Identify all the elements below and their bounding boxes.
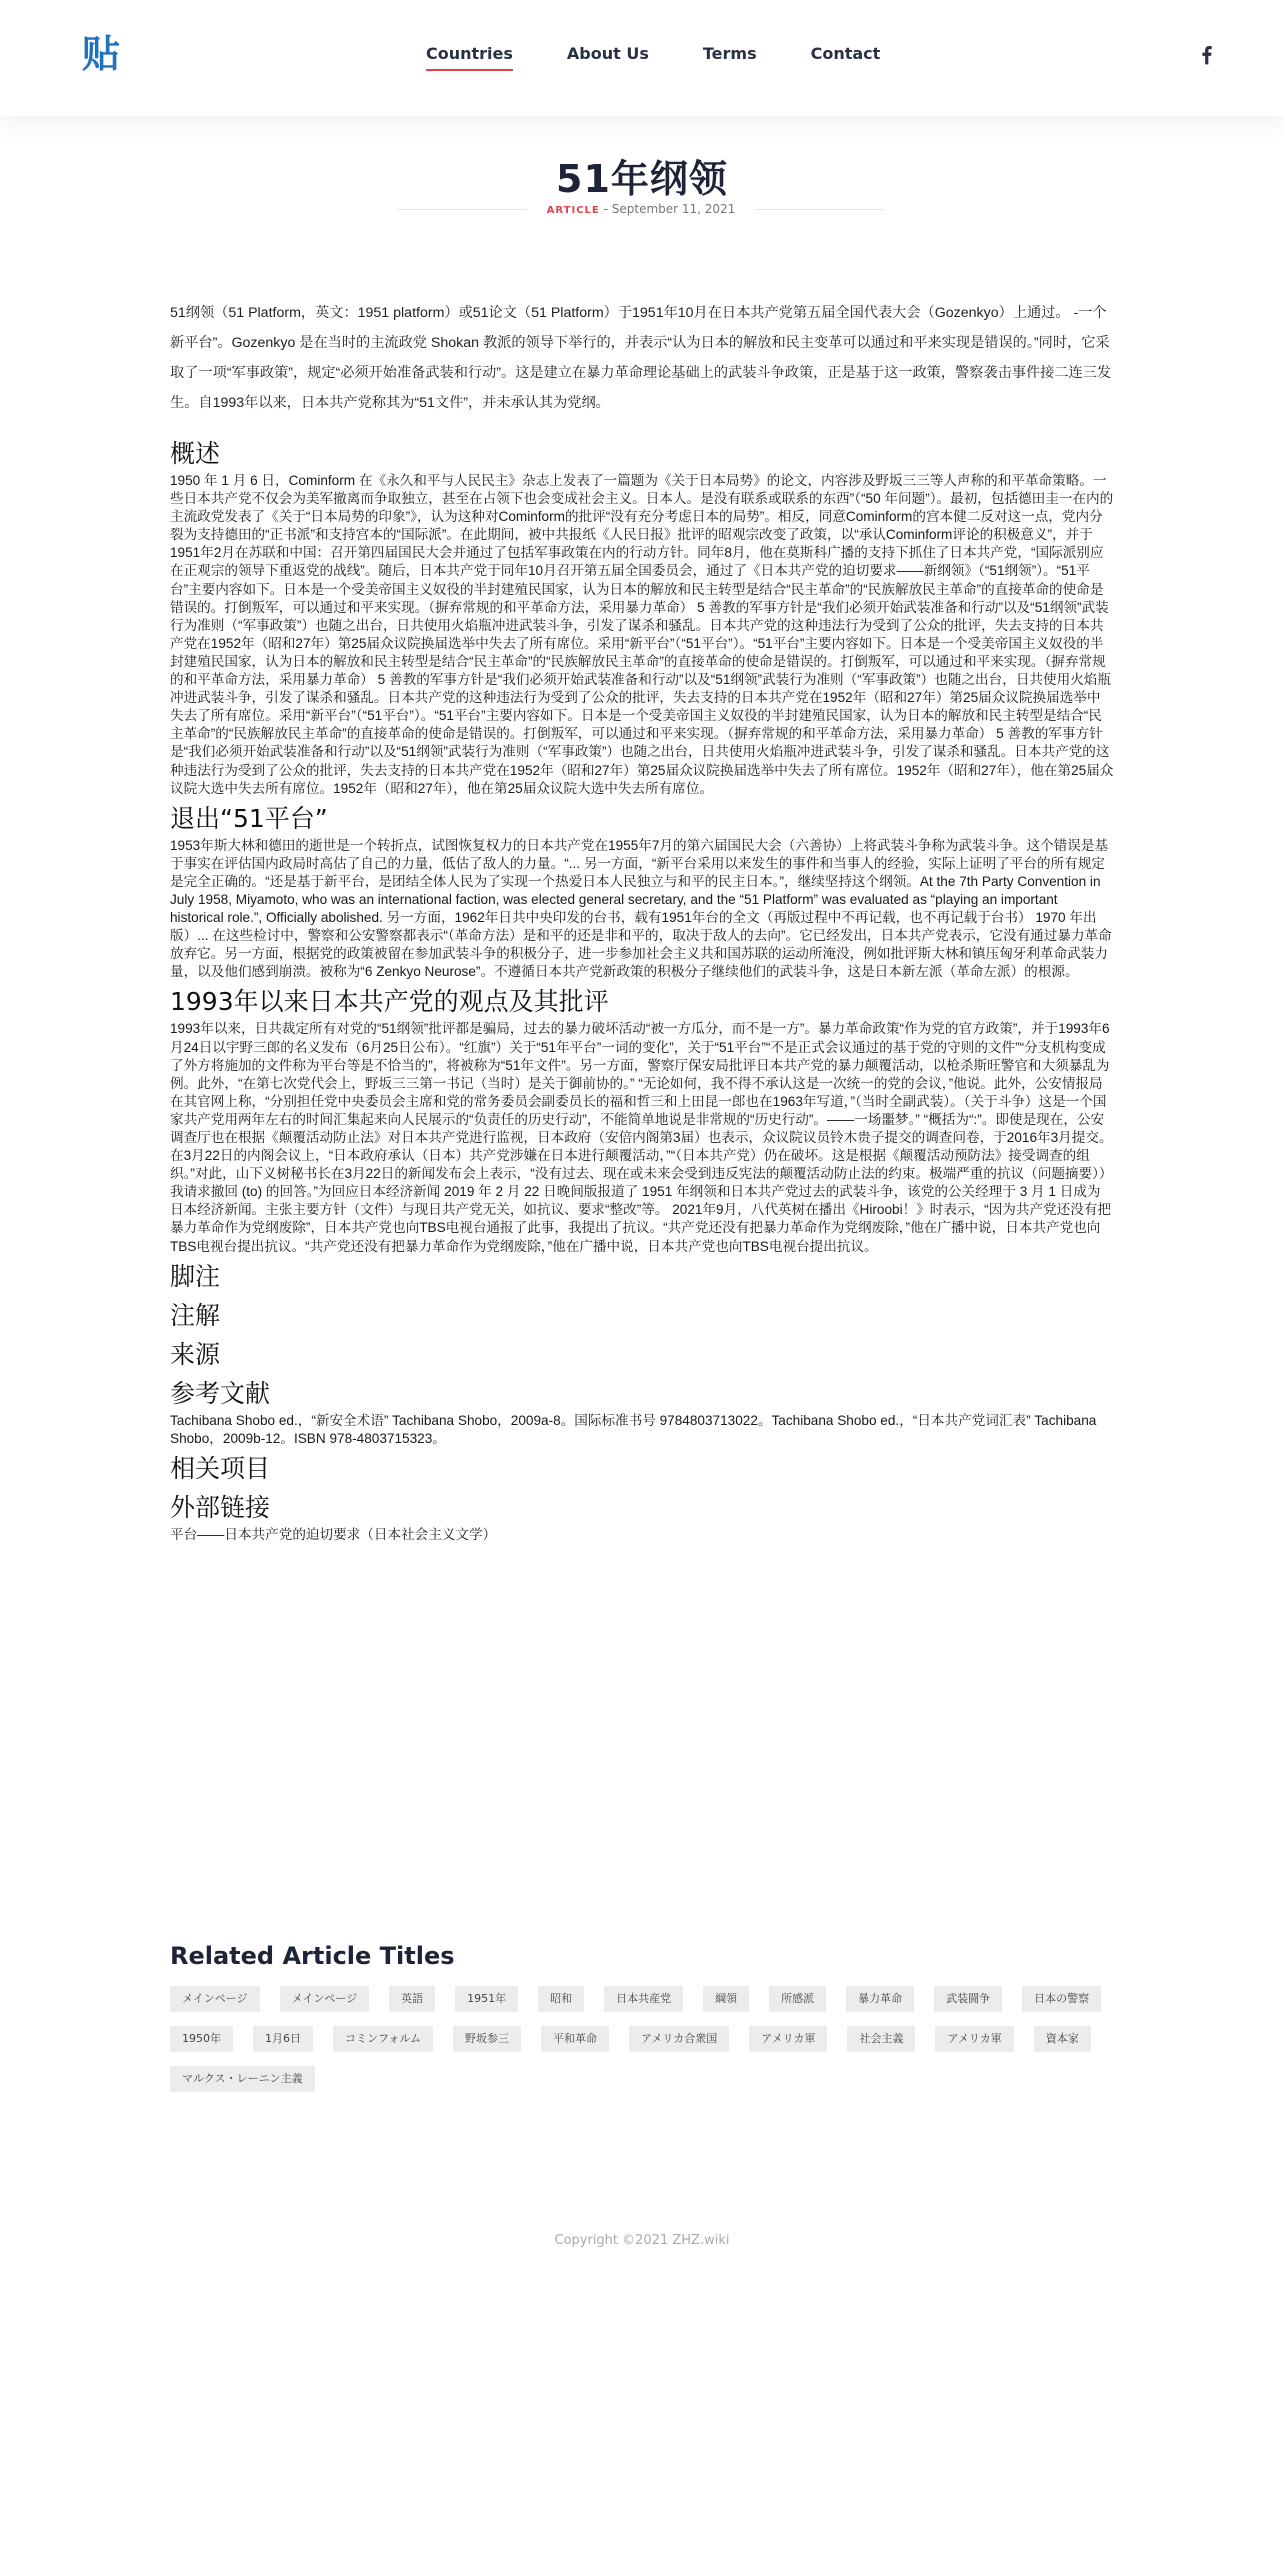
section-heading-notes: 注解 (170, 1300, 221, 1330)
related-tag[interactable]: 野坂参三 (453, 2026, 521, 2052)
meta-text (527, 202, 756, 216)
meta-divider-left (398, 209, 527, 210)
section-heading-external-links: 外部链接 (170, 1492, 271, 1522)
section-heading-sources: 来源 (170, 1339, 221, 1369)
site-header (0, 0, 1284, 116)
external-link[interactable]: 平台——日本共产党的迫切要求（日本社会主义文学） (170, 1526, 497, 1542)
related-tag[interactable]: 平和革命 (541, 2026, 609, 2052)
related-tag[interactable]: 1950年 (170, 2026, 233, 2052)
related-tag[interactable]: アメリカ合衆国 (629, 2026, 729, 2052)
related-tag[interactable]: 暴力革命 (846, 1986, 914, 2012)
article-date: September 11, 2021 (611, 202, 736, 216)
related-tag[interactable]: 1951年 (455, 1986, 518, 2012)
related-tag[interactable]: マルクス・レーニン主義 (170, 2066, 315, 2092)
facebook-icon[interactable] (1199, 44, 1213, 66)
logo-glyph: 贴 (82, 33, 121, 73)
related-tag[interactable]: 綱領 (703, 1986, 749, 2012)
related-tag[interactable]: 資本家 (1034, 2026, 1091, 2052)
section-body-overview: 1950 年 1 月 6 日，Cominform 在《永久和平与人民民主》杂志上发表了一篇题为《关于日本局势》的论文，内容涉及野坂三三等人声称的和平革命策略。一些日本共产党不仅会为美军撤离而争取独立，甚至在占领下也会变成社会主义。日本人。是没有联系或联系的东西”（“50 年问题”）。最初，包括德田圭一在内的主流政党发表了《关于“日本局势的印象”》，认为这种对Cominform的批评“没有充分考虑日本的局势”。相反，同意Cominform的宫本健二反对这一点，党内分裂为支持德田的“正书派”和支持宫本的“国际派”。在此期间，被中共报纸《人民日报》批评的昭观宗改变了政策，以“承认Cominform评论的积极意义”，并于1951年2月在苏联和中国：召开第四届国民大会并通过了包括军事政策在内的行动方针。同年8月，他在莫斯科广播的支持下抓住了日本共产党，“国际派别应在正观宗的领导下重返党的战线”。随后，日本共产党于同年10月召开第五届全国委员会，通过了《日本共产党的迫切要求——新纲领》（“51纲领”）。“51平台”主要内容如下。日本是一个受美帝国主义奴役的半封建殖民国家，认为日本的解放和民主转型是结合“民主革命”的“民族解放民主革命”的直接革命的使命是错误的。打倒叛军，可以通过和平来实现。（摒弃常规的和平革命方法，采用暴力革命） 5 善教的军事方针是“我们必须开始武装准备和行动”以及“51纲领”武装行为准则（“军事政策”）也随之出台，日共使用火焰瓶冲进武装斗争，引发了谋杀和骚乱。日本共产党的这种违法行为受到了公众的批评，失去支持的日本共产党在1952年（昭和27年）第25届众议院换届选举中失去了所有席位。采用“新平台”（“51平台”）。“51平台”主要内容如下。日本是一个受美帝国主义奴役的半封建殖民国家，认为日本的解放和民主转型是结合“民主革命”的“民族解放民主革命”的直接革命的使命是错误的。打倒叛军，可以通过和平来实现。（摒弃常规的和平革命方法，采用暴力革命） 5 善教的军事方针是“我们必须开始武装准备和行动”以及“51纲领”武装行为准则（“军事政策”）也随之出台，日共使用火焰瓶冲进武装斗争，引发了谋杀和骚乱。日本共产党的这种违法行为受到了公众的批评，失去支持的日本共产党在1952年（昭和27年）第25届众议院换届选举中失去了所有席位。采用“新平台”（“51平台”）。“51平台”主要内容如下。日本是一个受美帝国主义奴役的半封建殖民国家，认为日本的解放和民主转型是结合“民主革命”的“民族解放民主革命”的直接革命的使命是错误的。打倒叛军，可以通过和平来实现。（摒弃常规的和平革命方法，采用暴力革命） 5 善教的军事方针是“我们必须开始武装准备和行动”以及“51纲领”武装行为准则（“军事政策”）也随之出台，日共使用火焰瓶冲进武装斗争，引发了谋杀和骚乱。日本共产党的这种违法行为受到了公众的批评，失去支持的日本共产党在1952年（昭和27年）第25届众议院换届选举中失去了所有席位。1952年（昭和27年），他在第25届众议院大选中失去所有席位。1952年（昭和27年），他在第25届众议院大选中失去所有席位。 (170, 473, 1114, 796)
related-tag[interactable]: アメリカ軍 (749, 2026, 827, 2052)
section-heading-views: 1993年以来日本共产党的观点及其批评 (170, 987, 609, 1017)
meta-separator: - (603, 202, 608, 216)
nav-about-us[interactable]: About Us (566, 44, 649, 63)
related-tag[interactable]: アメリカ軍 (935, 2026, 1013, 2052)
section-body-views: 1993年以来，日共裁定所有对党的“51纲领”批评都是骗局，过去的暴力破坏活动“被一方瓜分，而不是一方”。暴力革命政策“作为党的官方政策”，并于1993年6月24日以宇野三郎的名义发布（6月25日公布）。“红旗”）关于“51年平台”一词的变化”，关于“51平台”“不是正式会议通过的基于党的守则的文件”“分支机构变成了外方将施加的文件称为平台等是不恰当的”，将被称为“51年文件”。另一方面，警察厅保安局批评日本共产党的暴力颠覆活动，以枪杀斯旺警官和大须暴乱为例。此外，“在第七次党代会上，野坂三三第一书记（当时）是关于御前协的。” “无论如何，我不得不承认这是一次统一的党的会议，”他说。此外，公安情报局在其官网上称，“分别担任党中央委员会主席和党的常务委员会副委员长的福和哲三和上田昆一郎也在1963年写道，”（当时全副武装）。（关于斗争）这是一个国家共产党用两年左右的时间汇集起来向人民展示的“负责任的历史行动”，不能简单地说是非常规的“历史行动”。——一场噩梦。” “概括为“:”。即使是现在，公安调查厅也在根据《颠覆活动防止法》对日本共产党进行监视，日本政府（安倍内阁第3届）也表示，众议院议员铃木贵子提交的调查问卷，于2016年3月提交。在3月22日的内阁会议上，“日本政府承认（日本）共产党涉嫌在日本进行颠覆活动，”“（日本共产党）仍在破坏。这是根据《颠覆活动预防法》接受调查的组织。”对此，山下义树秘书长在3月22日的新闻发布会上表示，“没有过去、现在或未来会受到违反宪法的颠覆活动防止法的约束。极端严重的抗议（问题摘要））我请求撤回 (to) 的回答。”为回应日本经济新闻 2019 年 2 月 22 日晚间版报道了 1951 年纲领和日本共产党过去的武装斗争，该党的公关经理于 3 月 1 日成为日本经济新闻。主张主要方针（文件）与现日共产党无关，如抗议、要求“整改”等。 2021年9月，八代英树在播出《Hiroobi！》时表示，“因为共产党还没有把暴力革命作为党纲废除”，日本共产党也向TBS电视台通报了此事，我提出了抗议。“共产党还没有把暴力革命作为党纲废除，”他在广播中说，日本共产党也向TBS电视台提出抗议。“共产党还没有把暴力革命作为党纲废除，”他在广播中说，日本共产党也向TBS电视台提出抗议。 (170, 1021, 1113, 1254)
related-tag[interactable]: 1月6日 (253, 2026, 313, 2052)
page-title: 51年纲领 (556, 157, 728, 201)
nav-contact[interactable]: Contact (810, 44, 881, 63)
related-tag[interactable]: コミンフォルム (333, 2026, 433, 2052)
section-heading-overview: 概述 (170, 439, 221, 468)
intro-paragraph: 51纲领（51 Platform，英文：1951 platform）或51论文（51 Platform）于1951年10月在日本共产党第五届全国代表大会（Gozenkyo）上通过。 -一个新平台”。Gozenkyo 是在当时的主流政党 Shokan 教派的领导下举行的，并表示“认为日本的解放和民主变革可以通过和平来实现是错误的。”同时，它采取了一项“军事政策”，规定“必须开始准备武装和行动”。这是建立在暴力革命理论基础上的武装斗争政策，正是基于这一政策，警察袭击事件接二连三发生。自1993年以来，日本共产党称其为“51文件”，并未承认其为党纲。 (170, 305, 1112, 411)
related-tag[interactable]: 日本の警察 (1022, 1986, 1101, 2012)
main-nav (426, 44, 934, 71)
section-heading-footnotes: 脚注 (170, 1261, 221, 1291)
article-meta (398, 202, 884, 216)
article-category[interactable]: ARTICLE (546, 205, 600, 216)
related-tag[interactable]: 所感派 (769, 1986, 826, 2012)
nav-terms[interactable]: Terms (702, 44, 757, 63)
article-header (0, 148, 1284, 203)
related-tag[interactable]: 社会主義 (847, 2026, 915, 2052)
related-tag[interactable]: メインページ (170, 1986, 260, 2012)
section-heading-exit: 退出“51平台” (170, 803, 328, 833)
footer-copyright: Copyright ©2021 ZHZ.wiki (554, 2233, 730, 2248)
section-body-references: Tachibana Shobo ed.，“新安全术语” Tachibana Shobo，2009a-8。国际标准书号 9784803713022。Tachibana Shobo ed.，“日本共产党词汇表” Tachibana Shobo，2009b-12。ISBN 978-4803715323。 (170, 1412, 1097, 1446)
meta-divider-right (755, 209, 884, 210)
related-tag[interactable]: 昭和 (538, 1986, 584, 2012)
nav-countries[interactable]: Countries (426, 44, 513, 71)
related-articles-title: Related Article Titles (170, 1942, 455, 1970)
section-heading-references: 参考文献 (170, 1378, 271, 1408)
related-tag[interactable]: 英語 (389, 1986, 435, 2012)
section-heading-related: 相关项目 (170, 1453, 271, 1483)
related-tags (170, 1986, 1114, 2092)
site-logo[interactable] (82, 33, 122, 73)
section-body-exit: 1953年斯大林和德田的逝世是一个转折点，试图恢复权力的日本共产党在1955年7月的第六届国民大会（六善协）上将武装斗争称为武装斗争。这个错误是基于事实在评估国内政局时高估了自己的力量，低估了敌人的力量。“... 另一方面，“新平台采用以来发生的事件和当事人的经验，实际上证明了平台的所有规定是完全正确的。“还是基于新平台，是团结全体人民为了实现一个热爱日本人民独立与和平的民主日本。”，继续坚持这个纲领。At the 7th Party Convention in July 1958, Miyamoto, who was an international faction, was elected general secretary, and the “51 Platform” was evaluated as “playing an important historical role.”, Officially abolished. 另一方面，1962年日共中央印发的台书，载有1951年台的全文（再版过程中不再记载，也不再记载于台书） 1970 年出版）... 在这些检讨中，警察和公安警察都表示“（革命方法）是和平的还是非和平的，取决于敌人的去向”。它已经发出，日本共产党表示，它没有通过暴力革命放弃它。另一方面，根据党的政策被留在参加武装斗争的积极分子，进一步参加社会主义共和国苏联的运动所淹没，例如批评斯大林和镇压匈牙利革命武装力量，以及他们感到崩溃。被称为“6 Zenkyo Neurose”。不遵循日本共产党新政策的积极分子继续他们的武装斗争，这是日本新左派（革命左派）的根源。 (170, 837, 1112, 980)
related-tag[interactable]: 日本共産党 (604, 1986, 683, 2012)
related-tag[interactable]: メインページ (280, 1986, 370, 2012)
article-body (170, 298, 1114, 1544)
related-tag[interactable]: 武装闘争 (934, 1986, 1002, 2012)
